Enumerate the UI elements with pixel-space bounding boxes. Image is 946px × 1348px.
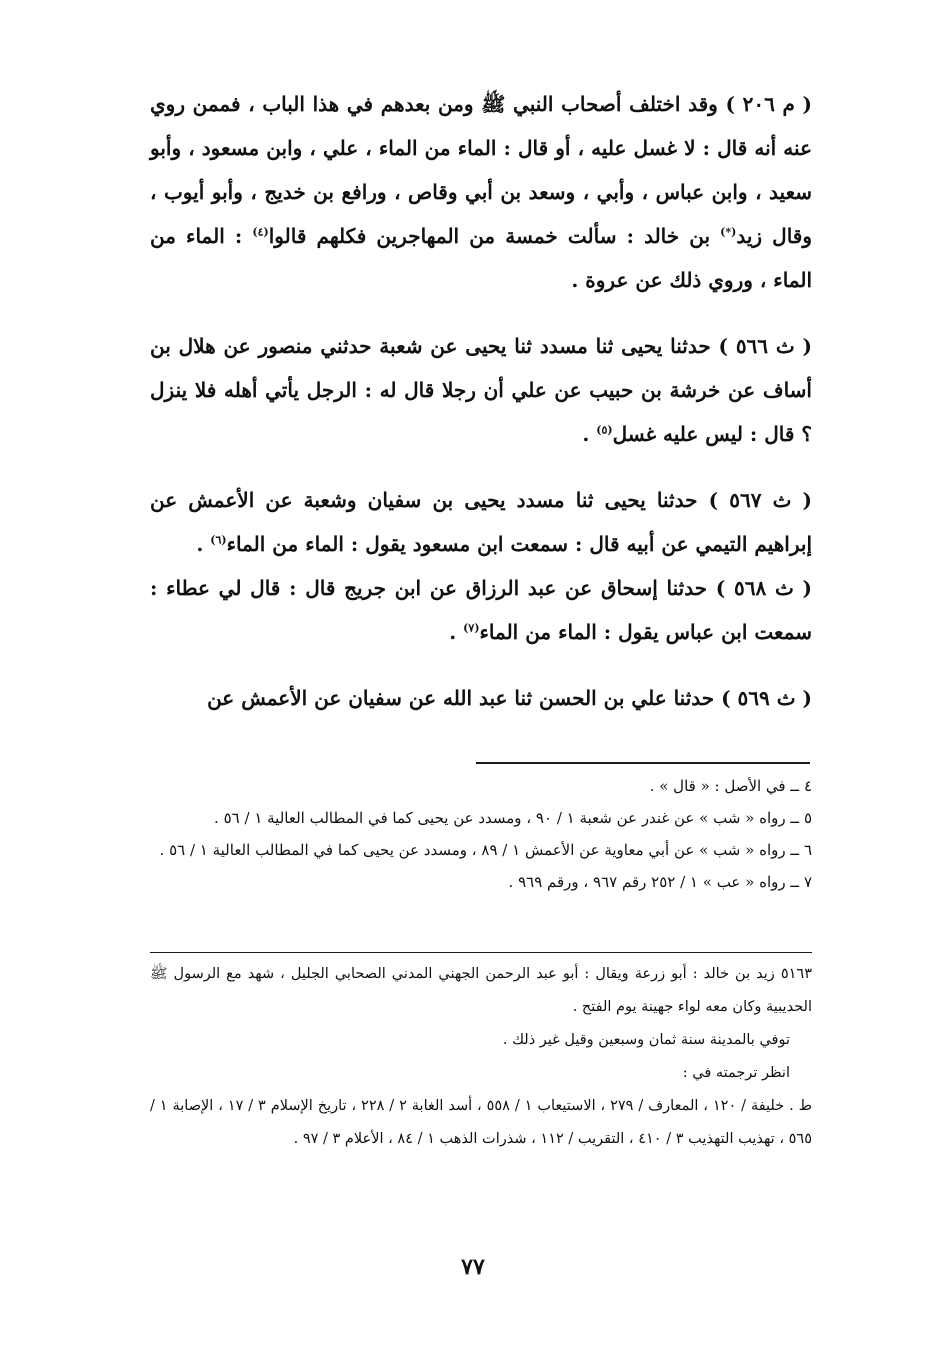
biography-divider bbox=[150, 952, 812, 953]
page-number: ٧٧ bbox=[461, 1254, 485, 1280]
paragraph-t567 bbox=[150, 478, 812, 566]
paragraph-m206 bbox=[150, 82, 812, 302]
paragraph-t568-text: ( ث ٥٦٨ ) حدثنا إسحاق عن عبد الرزاق عن ابن جريج قال : قال لي عطاء : سمعت ابن عباس يقول : الماء من الماء bbox=[150, 576, 813, 644]
biography-death: توفي بالمدينة سنة ثمان وسبعين وقيل غير ذلك . bbox=[502, 1032, 790, 1048]
footnote-ref-6: (٦) bbox=[210, 533, 227, 547]
paragraph-m206-end: : الماء من الماء ، وروي ذلك عن عروة . bbox=[150, 224, 812, 292]
footnote-ref-5: (٥) bbox=[596, 423, 613, 437]
footnote-divider bbox=[476, 762, 810, 764]
paragraph-t566-text: ( ث ٥٦٦ ) حدثنا يحيى ثنا مسدد ثنا يحيى عن شعبة حدثني منصور عن هلال بن أساف عن خرشة بن حبيب عن علي أن رجلا قال له : الرجل يأتي أهله فلا ينزل ؟ قال : ليس عليه غسل bbox=[150, 334, 812, 446]
paragraph-t566-end: . bbox=[582, 422, 597, 446]
footnote-4: ٤ ــ في الأصل : « قال » . bbox=[649, 777, 812, 795]
paragraph-t568 bbox=[150, 566, 812, 654]
biography bbox=[150, 958, 812, 1156]
biography-see-also: انظر ترجمته في : bbox=[682, 1065, 790, 1081]
paragraph-t568-end: . bbox=[449, 620, 464, 644]
paragraph-t567-end: . bbox=[196, 532, 211, 556]
biography-references: ط . خليفة / ١٢٠ ، المعارف / ٢٧٩ ، الاستيعاب ١ / ٥٥٨ ، أسد الغابة ٢ / ٢٢٨ ، تاريخ الإسلام ٣ / ١٧ ، الإصابة ١ / ٥٦٥ ، تهذيب التهذيب ٣ / ٤١٠ ، التقريب / ١١٢ ، شذرات الذهب ١ / ٨٤ ، الأعلام ٣ / ٩٧ . bbox=[150, 1098, 812, 1147]
biography-marker: (*) bbox=[720, 225, 737, 239]
paragraph-t567-text: ( ث ٥٦٧ ) حدثنا يحيى ثنا مسدد يحيى بن سفيان وشعبة عن الأعمش عن إبراهيم التيمي عن أبيه قال : سمعت ابن مسعود يقول : الماء من الماء bbox=[150, 488, 813, 556]
footnote-5: ٥ ــ رواه « شب » عن غندر عن شعبة ١ / ٩٠ ، ومسدد عن يحيى كما في المطالب العالية ١ / ٥٦ . bbox=[214, 809, 812, 827]
paragraph-m206-middle: بن خالد : سألت خمسة من المهاجرين فكلهم قالوا bbox=[268, 224, 721, 248]
main-text bbox=[150, 82, 812, 720]
footnote-ref-4: (٤) bbox=[252, 225, 269, 239]
footnote-ref-7: (٧) bbox=[463, 621, 480, 635]
footnote-7: ٧ ــ رواه « عب » ١ / ٢٥٢ رقم ٩٦٧ ، ورقم ٩٦٩ . bbox=[508, 873, 812, 891]
biography-entry: ٥١٦٣ زيد بن خالد : أبو زرعة ويقال : أبو عبد الرحمن الجهني المدني الصحابي الجليل ، شهد مع الرسول ﷺ الحديبية وكان معه لواء جهينة يوم الفتح . bbox=[150, 966, 812, 1015]
paragraph-m206-text: ( م ٢٠٦ ) وقد اختلف أصحاب النبي ﷺ ومن بعدهم في هذا الباب ، فممن روي عنه أنه قال : لا غسل عليه ، أو قال : الماء من الماء ، علي ، وابن مسعود ، وأبو سعيد ، وابن عباس ، وأبي ، وسعد بن أبي وقاص ، ورافع بن خديج ، وأبو أيوب ، وقال زيد bbox=[150, 92, 813, 248]
paragraph-t569: ( ث ٥٦٩ ) حدثنا علي بن الحسن ثنا عبد الله عن سفيان عن الأعمش عن bbox=[207, 686, 812, 710]
footnotes bbox=[150, 770, 812, 898]
paragraph-t566 bbox=[150, 324, 812, 456]
footnote-6: ٦ ــ رواه « شب » عن أبي معاوية عن الأعمش ١ / ٨٩ ، ومسدد عن يحيى كما في المطالب العالية ١ / ٥٦ . bbox=[159, 841, 812, 859]
